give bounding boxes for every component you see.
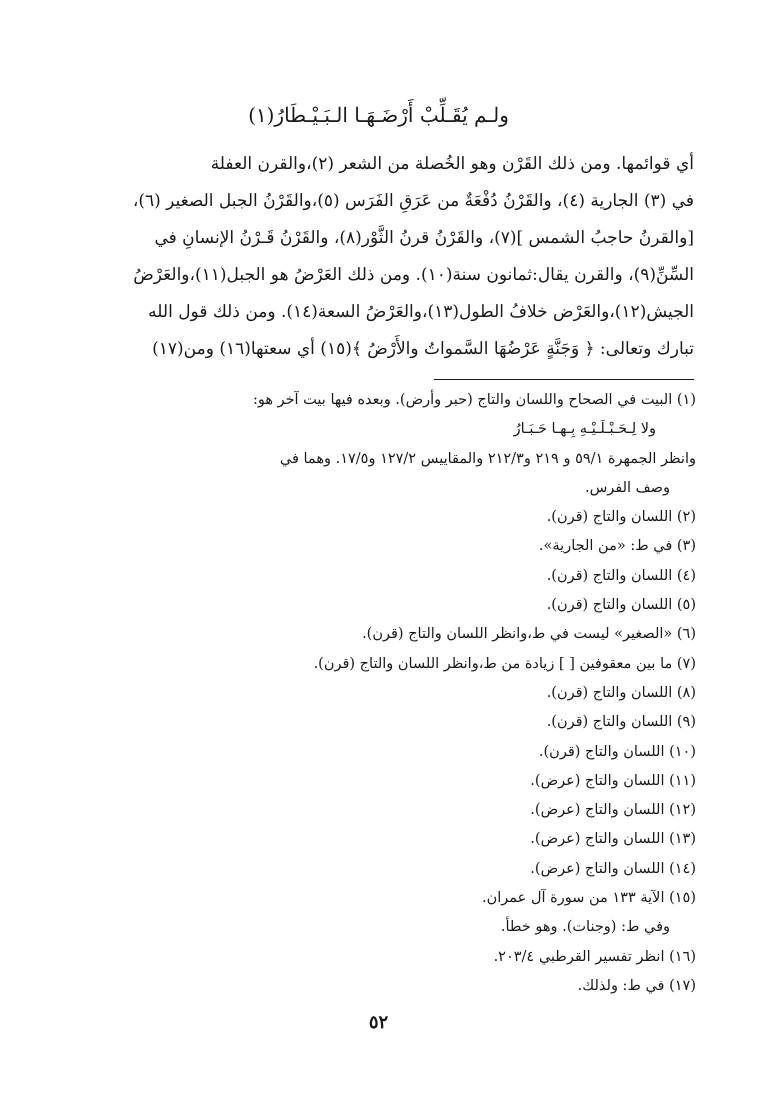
footnote: (١١) اللسان والتاج (عرض). [530,772,696,789]
main-text [74,146,694,368]
text-line: في (٣) الجارية (٤)، والقَرْنُ دُفْعَةٌ من عَرَقِ الفَرَس (٥)،والقَرْنُ الجبل الصغير (٦)، [132,191,694,211]
footnote: (٣) في ط: «من الجارية». [538,538,696,555]
poetry-verse: ولـم يُقَـلِّبْ أَرْضَـهَـا الـبَـيْـطَارُ(١) [248,103,509,127]
footnote: (٦) «الصغير» ليست في ط،وانظر اللسان والتاج (قرن). [362,626,696,643]
footnote-continuation: وفي ط: (وجنات). وهو خطأ. [500,919,670,936]
footnote: (١٧) في ط: ولذلك. [577,977,696,994]
footnote: (١٣) اللسان والتاج (عرض). [530,831,696,848]
footnote: (٤) اللسان والتاج (قرن). [546,567,696,584]
footnote: (٧) ما بين معقوفين [ ] زيادة من ط،وانظر اللسان والتاج (قرن). [313,655,696,672]
text-line: [والقرنُ حاجبُ الشمس ](٧)، والقَرْنُ قرنُ الثَّوْر(٨)، والقَرْنُ قَـرْنُ الإنسانِ في [154,228,694,248]
footnote: (٨) اللسان والتاج (قرن). [546,684,696,701]
footnote: (١٤) اللسان والتاج (عرض). [530,860,696,877]
footnote: (١٠) اللسان والتاج (قرن). [538,743,696,760]
footnote: (١٥) الآية ١٣٣ من سورة آل عمران. [482,890,696,907]
text-line: تبارك وتعالى: ﴿ وَجَنَّةٍ عَرْضُهَا السَّمواتُ والأَرْضُ ﴾(١٥) أي سعتها(١٦) ومن(١٧) [152,339,694,359]
footnote: (٥) اللسان والتاج (قرن). [546,597,696,614]
footnotes [60,386,696,1001]
text-line: الجيش(١٢)،والعَرْض خلافُ الطول(١٣)،والعَرْضُ السعة(١٤). ومن ذلك قول الله [148,302,694,322]
footnote: (١) البيت في الصحاح واللسان والتاج (حبر وأرض). وبعده فيها بيت آخر هو: [252,392,696,408]
footnote: (٢) اللسان والتاج (قرن). [546,509,696,526]
text-line: السِّنِّ(٩)، والقرن يقال:ثمانون سنة(١٠). ومن ذلك العَرْضُ هو الجبل(١١)،والعَرْضُ [133,265,694,285]
page-number: ٥٢ [368,1012,389,1033]
footnote: (١٢) اللسان والتاج (عرض). [530,802,696,819]
footnote-poem-line: ولا لِـحَـبْـلَـيْـهِ بِـهـا حَـبَـارُ [513,421,656,438]
footnote-separator [434,379,694,380]
footnote: (١٦) انظر تفسير القرطبي ٢٠٣/٤. [493,948,696,965]
footnote-continuation: وصف الفرس. [584,479,670,496]
footnote: (٩) اللسان والتاج (قرن). [546,714,696,731]
footnote-continuation: وانظر الجمهرة ٥٩/١ و ٢١٩ و٢١٢/٣ والمقاييس ١٢٧/٢ و١٧/٥. وهما في [279,450,696,467]
text-line: أي قوائمها. ومن ذلك القَرْن وهو الخُصلة من الشعر (٢)،والقرن العفلة [210,154,694,174]
